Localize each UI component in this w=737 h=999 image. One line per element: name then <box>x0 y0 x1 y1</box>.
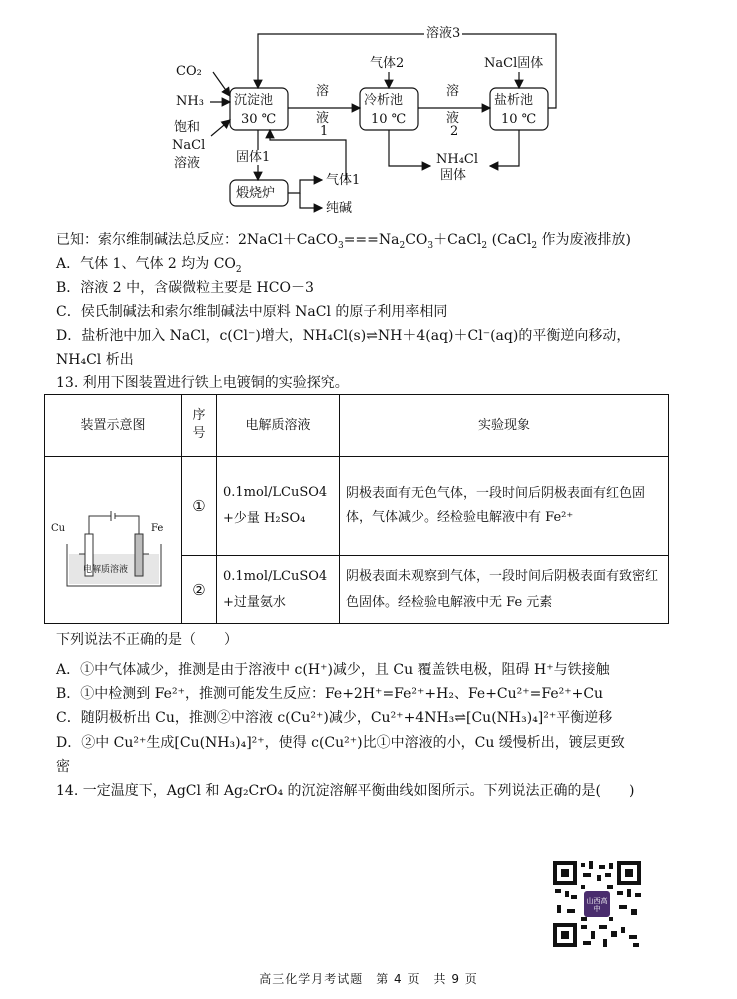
row2-observation: 阴极表面未观察到气体，一段时间后阴极表面有致密红色固体。经检验电解液中无 Fe 元素 <box>340 556 669 624</box>
gas1-label: 气体1 <box>326 173 361 188</box>
q12-option-d-line2: NH₄Cl 析出 <box>56 352 134 368</box>
solution2-c3: 2 <box>450 124 459 139</box>
tank2-name: 冷析池 <box>364 93 404 108</box>
fe-electrode <box>135 534 143 576</box>
tank2-temp: 10 ℃ <box>371 112 407 127</box>
tank1-name: 沉淀池 <box>234 93 274 108</box>
soda-label: 纯碱 <box>326 201 353 216</box>
solution2-c2: 液 <box>446 111 460 126</box>
tank1-temp: 30 ℃ <box>241 112 277 127</box>
row2-number: ② <box>182 556 217 624</box>
solution1-c3: 1 <box>320 124 329 139</box>
header-solution: 电解质溶液 <box>217 395 340 457</box>
input-solution: 溶液 <box>174 156 201 171</box>
row1-solution: 0.1mol/LCuSO4 +少量 H₂SO₄ <box>217 457 340 556</box>
q13-option-a: A．①中气体减少，推测是由于溶液中 c(H⁺)减少，且 Cu 覆盖铁电极，阻碍 H⁺与铁接触 <box>56 662 610 678</box>
gas2-label: 气体2 <box>370 56 405 71</box>
solution2-c1: 溶 <box>446 84 460 99</box>
nacl-solid-label: NaCl固体 <box>484 56 544 71</box>
solution1-c1: 溶 <box>316 84 330 99</box>
tank3-temp: 10 ℃ <box>501 112 537 127</box>
cu-label: Cu <box>51 523 66 534</box>
solution3-label: 溶液3 <box>426 26 461 41</box>
q12-option-d-line1: D．盐析池中加入 NaCl，c(Cl⁻)增大，NH₄Cl(s)⇌NH＋4(aq)＋Cl⁻(aq)的平衡逆向移动， <box>56 328 631 344</box>
nh4cl-solid-label: 固体 <box>440 168 467 183</box>
qr-code <box>553 861 641 947</box>
electrolysis-apparatus <box>45 480 181 600</box>
page-footer: 高三化学月考试题 第 4 页 共 9 页 <box>259 972 478 986</box>
q13-option-c: C．随阴极析出 Cu，推测②中溶液 c(Cu²⁺)减少，Cu²⁺+4NH₃⇌[Cu(NH₃)₄]²⁺平衡逆移 <box>56 710 613 726</box>
input-co2: CO₂ <box>176 64 202 79</box>
furnace-name: 煅烧炉 <box>236 186 276 201</box>
q14-stem: 14. 一定温度下，AgCl 和 Ag₂CrO₄ 的沉淀溶解平衡曲线如图所示。下列说法正确的是( ) <box>56 783 635 799</box>
q13-question: 下列说法不正确的是（ ） <box>56 632 238 648</box>
q13-option-d-line1: D．②中 Cu²⁺生成[Cu(NH₃)₄]²⁺，使得 c(Cu²⁺)比①中溶液的小，Cu 缓慢析出，镀层更致 <box>56 735 625 751</box>
q12-known: 已知：索尔维制碱法总反应：$2NaCl+CaCO_3===Na_2CO_3+CaCl_2$ (CaCl$_2$ 作为废液排放) <box>56 232 631 251</box>
nh4cl-label: NH₄Cl <box>436 152 479 167</box>
apparatus-caption: 电解质溶液 <box>83 565 129 575</box>
q13-stem: 13. 利用下图装置进行铁上电镀铜的实验探究。 <box>56 375 349 391</box>
tank3-name: 盐析池 <box>494 93 534 108</box>
q12-option-b: B．溶液 2 中，含碳微粒主要是 HCO－3 <box>56 280 314 296</box>
q13-option-b: B．①中检测到 Fe²⁺，推测可能发生反应：Fe+2H⁺=Fe²⁺+H₂、Fe+Cu²⁺=Fe²⁺+Cu <box>56 686 604 702</box>
q12-option-a: A．气体 1、气体 2 均为 $CO_2$ <box>56 256 242 275</box>
header-observation: 实验现象 <box>340 395 669 457</box>
header-number: 序号 <box>182 395 217 457</box>
q12-option-c: C．侯氏制碱法和索尔维制碱法中原料 NaCl 的原子利用率相同 <box>56 304 448 320</box>
header-diagram: 装置示意图 <box>45 395 182 457</box>
input-nh3: NH₃ <box>176 94 204 109</box>
apparatus-cell <box>45 457 182 624</box>
qr-center-label: 山西高中 <box>586 897 608 913</box>
fe-label: Fe <box>151 523 164 534</box>
row1-observation: 阴极表面有无色气体，一段时间后阴极表面有红色固体，气体减少。经检验电解液中有 Fe²⁺ <box>340 457 669 556</box>
flowchart-diagram <box>0 0 737 225</box>
solution1-c2: 液 <box>316 111 330 126</box>
input-saturated: 饱和 <box>174 120 201 135</box>
solid1-label: 固体1 <box>236 150 271 165</box>
input-nacl: NaCl <box>172 138 206 153</box>
q13-option-d-line2: 密 <box>56 759 70 775</box>
row2-solution: 0.1mol/LCuSO4 +过量氨水 <box>217 556 340 624</box>
row1-number: ① <box>182 457 217 556</box>
experiment-table <box>44 394 669 624</box>
